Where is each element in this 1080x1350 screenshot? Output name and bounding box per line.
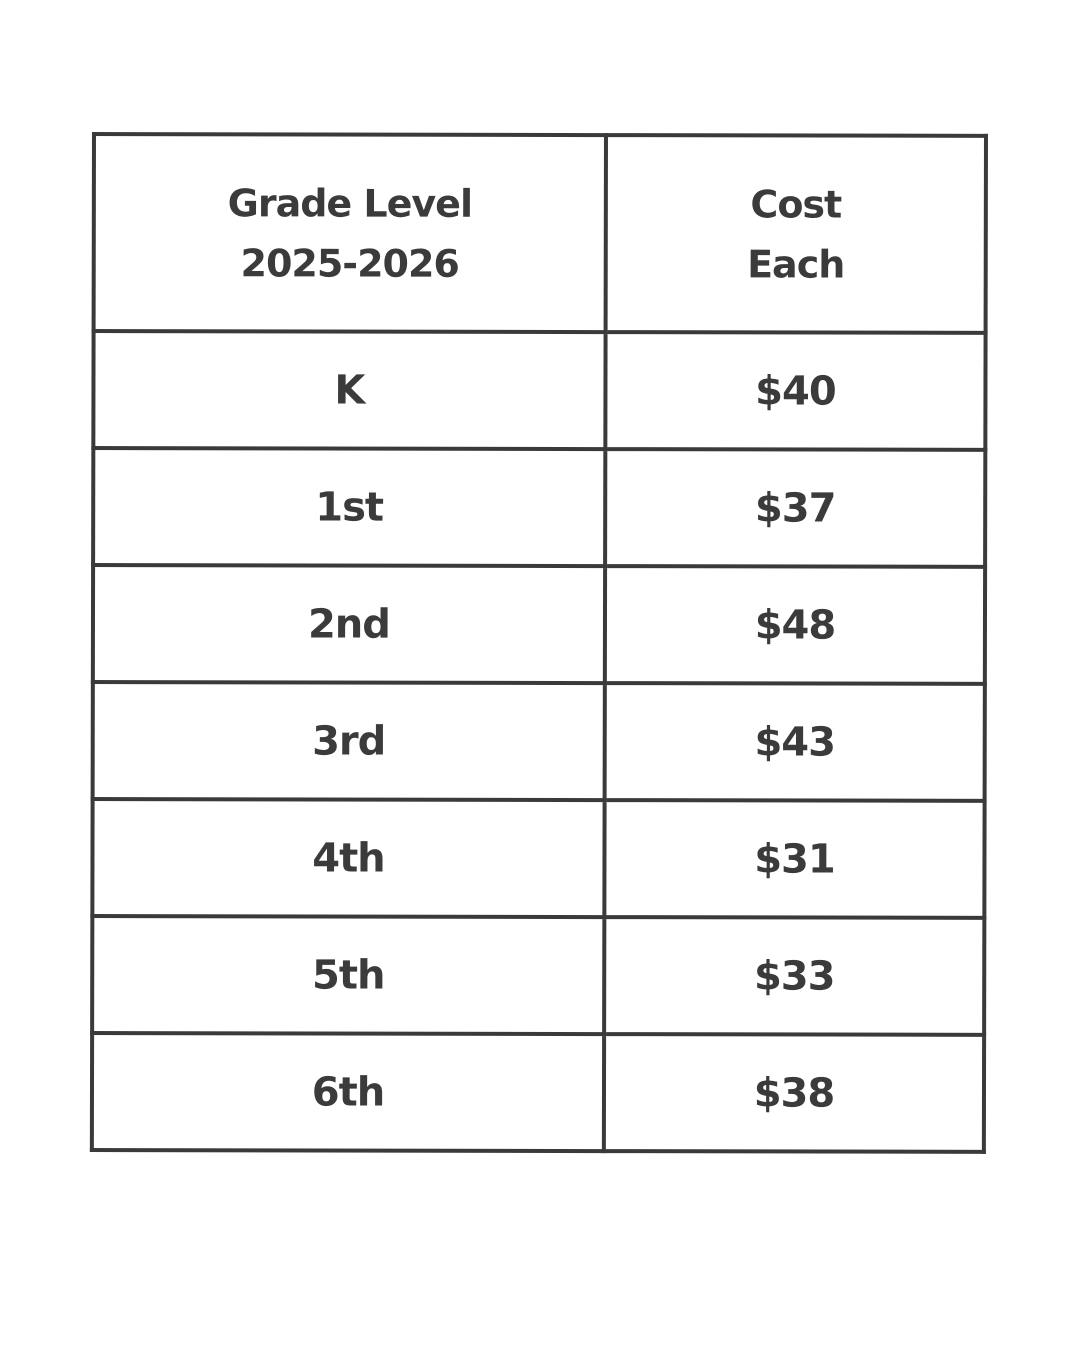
- table-row: [93, 565, 985, 684]
- cost-cell: $43: [605, 683, 985, 801]
- table-row: [92, 799, 984, 918]
- grade-cell: 4th: [92, 799, 604, 917]
- table-row: [93, 448, 985, 567]
- table-row: [92, 1033, 984, 1152]
- grade-cost-table: [90, 132, 988, 1154]
- cost-each-header-line1: Cost: [750, 181, 842, 227]
- table-row: [93, 682, 985, 801]
- cost-cell: $40: [605, 332, 985, 450]
- grade-level-header: [94, 134, 606, 332]
- grade-cell: 6th: [92, 1033, 604, 1151]
- grade-level-header-line2: 2025-2026: [240, 240, 459, 286]
- cost-cell: $33: [604, 917, 984, 1035]
- cost-each-header: [606, 135, 986, 333]
- grade-cell: 2nd: [93, 565, 605, 683]
- grade-cell: 3rd: [93, 682, 605, 800]
- grade-cell: K: [93, 331, 605, 449]
- table-header-row: [94, 134, 986, 333]
- cost-cell: $38: [604, 1034, 984, 1152]
- cost-each-header-line2: Each: [747, 241, 845, 287]
- grade-level-header-line1: Grade Level: [227, 180, 473, 226]
- grade-cell: 5th: [92, 916, 604, 1034]
- table-row: [93, 331, 985, 450]
- grade-cell: 1st: [93, 448, 605, 566]
- cost-cell: $48: [605, 566, 985, 684]
- cost-cell: $31: [604, 800, 984, 918]
- cost-cell: $37: [605, 449, 985, 567]
- table-row: [92, 916, 984, 1035]
